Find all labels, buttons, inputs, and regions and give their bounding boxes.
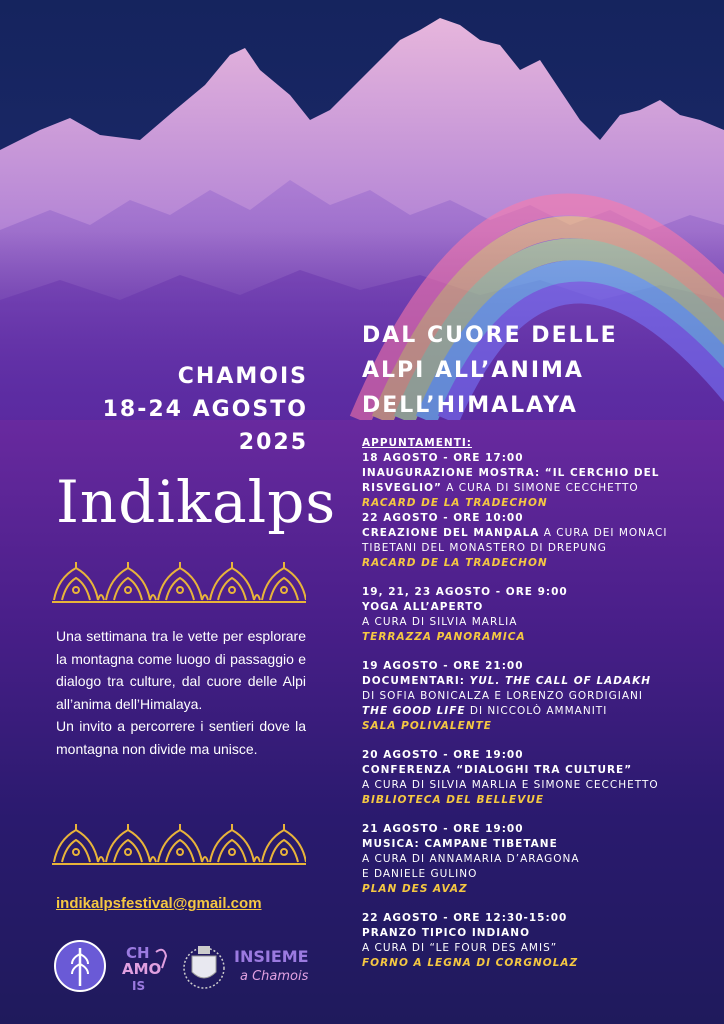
event-item [362,585,702,645]
event-item [362,822,702,897]
event-item [362,659,702,734]
event-text: CREAZIONE DEL MANḌALA [362,527,540,539]
event-text: DI NICCOLÒ AMMANITI [465,705,608,717]
event-text: THE GOOD LIFE [362,705,466,717]
chamois-logo-icon [122,944,166,993]
svg-text:AMO: AMO [122,960,162,978]
event-description-line [362,926,702,941]
event-description-line [362,837,702,852]
event-description-line [362,674,702,689]
event-text: CONFERENZA “DIALOGHI TRA CULTURE” [362,764,633,776]
event-date-time: 18 AGOSTO - ORE 17:00 [362,452,524,464]
headline-line: ALPI ALL’ANIMA [362,358,584,383]
sponsor-logos [54,938,314,994]
event-text: E DANIELE GULINO [362,868,478,880]
event-description-line [362,689,702,704]
event-description-line [362,867,702,882]
event-description-line [362,778,702,793]
event-description-line [362,481,702,496]
event-description-line [362,466,702,481]
event-venue: SALA POLIVALENTE [362,720,492,732]
festival-location: CHAMOIS [177,364,308,389]
event-venue: RACARD DE LA TRADECHON [362,497,548,509]
headline-line: DAL CUORE DELLE [362,323,618,348]
event-venue: BIBLIOTECA DEL BELLEVUE [362,794,545,806]
event-text: A CURA DI SILVIA MARLIA [362,616,518,628]
event-description-line [362,704,702,719]
event-description-line [362,852,702,867]
event-text: TIBETANI DEL MONASTERO DI DREPUNG [362,542,607,554]
event-text: DOCUMENTARI: [362,675,470,687]
event-list [362,451,702,971]
schedule-title: APPUNTAMENTI: [362,437,472,449]
event-text: MUSICA: CAMPANE TIBETANE [362,838,558,850]
insieme-a-chamois-logo-icon [234,947,309,984]
description-paragraph: Un invito a percorrere i sentieri dove la montagna non divide ma unisce. [56,718,306,757]
event-text: A CURA DEI MONACI [539,527,668,539]
event-text: A CURA DI SILVIA MARLIA E SIMONE CECCHETTO [362,779,659,791]
description-paragraph: Una settimana tra le vette per esplorare la montagna come luogo di passaggio e dialogo tra culture, dal cuore delle Alpi all’anima dell’Himalaya. [56,628,306,712]
lotus-arch-ornament-icon [52,822,306,866]
event-date-time: 22 AGOSTO - ORE 10:00 [362,512,524,524]
svg-text:CH: CH [126,944,150,962]
lotus-arch-ornament-icon [52,560,306,604]
event-text: A CURA DI “LE FOUR DES AMIS” [362,942,558,954]
event-date-time: 19 AGOSTO - ORE 21:00 [362,660,524,672]
event-description-line [362,941,702,956]
event-text: DI SOFIA BONICALZA E LORENZO GORDIGIANI [362,690,643,702]
svg-text:IS: IS [132,979,146,993]
svg-text:INSIEME: INSIEME [234,947,309,966]
event-item [362,911,702,971]
event-venue: RACARD DE LA TRADECHON [362,557,548,569]
svg-text:a Chamois: a Chamois [240,969,309,984]
event-description-line [362,615,702,630]
event-description-line [362,763,702,778]
festival-description [56,625,306,760]
festival-headline [362,318,682,423]
event-description-line [362,526,702,541]
event-venue: FORNO A LEGNA DI CORGNOLAZ [362,957,579,969]
wheat-emblem-icon [55,941,105,991]
event-text: YOGA ALL’APERTO [362,601,484,613]
event-venue: PLAN DES AVAZ [362,883,468,895]
event-item [362,748,702,808]
event-text: INAUGURAZIONE MOSTRA: “IL CERCHIO DEL [362,467,660,479]
event-schedule [362,436,702,971]
headline-line: DELL’HIMALAYA [362,393,578,418]
event-item [362,451,702,511]
event-venue: TERRAZZA PANORAMICA [362,631,526,643]
festival-dates: 18-24 AGOSTO [102,397,308,422]
event-description-line [362,600,702,615]
event-date-time: 21 AGOSTO - ORE 19:00 [362,823,524,835]
event-text: A CURA DI ANNAMARIA D’ARAGONA [362,853,580,865]
event-date-time: 20 AGOSTO - ORE 19:00 [362,749,524,761]
event-description-line [362,541,702,556]
event-date-time: 22 AGOSTO - ORE 12:30-15:00 [362,912,568,924]
event-text: PRANZO TIPICO INDIANO [362,927,531,939]
event-text: YUL. THE CALL OF LADAKH [469,675,652,687]
contact-email-link[interactable]: indikalpsfestival@gmail.com [56,895,262,912]
event-text: A CURA DI SIMONE CECCHETTO [441,482,639,494]
municipal-crest-icon [184,946,224,988]
festival-year: 2025 [238,430,308,455]
indikalps-wordmark: Indikalps [56,468,337,536]
event-item [362,511,702,571]
event-text: RISVEGLIO” [362,482,442,494]
event-date-time: 19, 21, 23 AGOSTO - ORE 9:00 [362,586,568,598]
